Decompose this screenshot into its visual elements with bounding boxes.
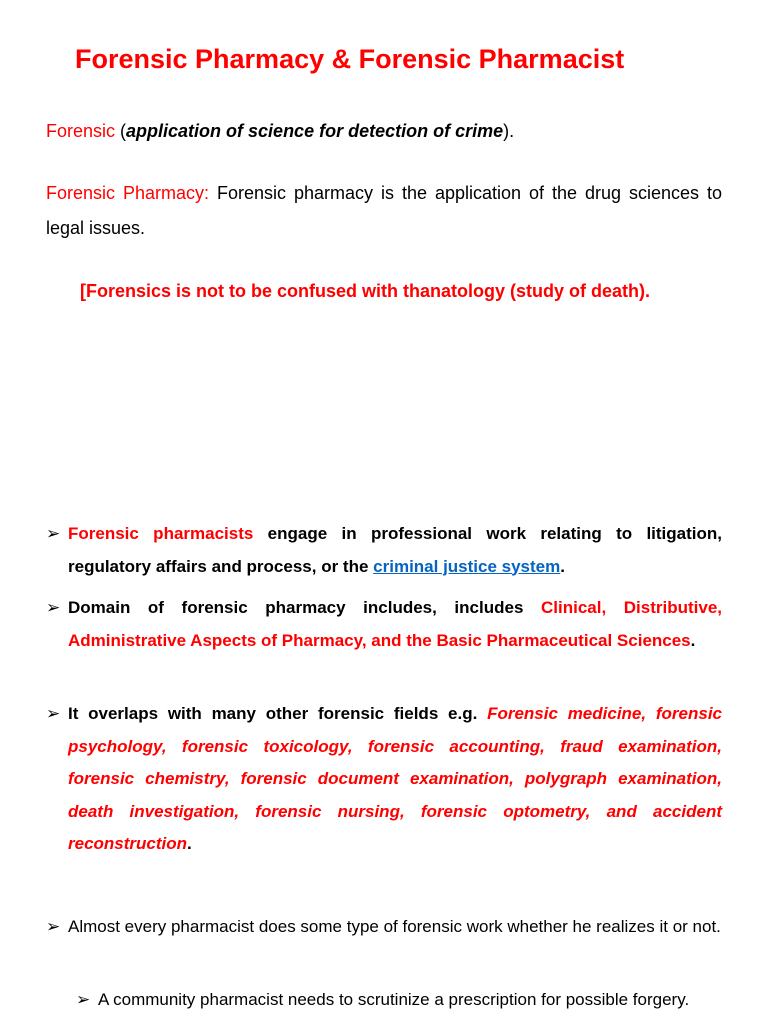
bullet-body: It overlaps with many other forensic fields e.g. xyxy=(68,704,488,723)
bullet-red-text: Forensic medicine, forensic psychology, forensic toxicology, forensic accounting, fraud examination, forensic chemistry, forensic document examination, polygraph examination, death investigation, forensic nursing, forensic optometry, and accident reconstruction xyxy=(68,704,722,853)
bullet-arrow-icon: ➢ xyxy=(46,704,61,723)
bullet-end: . xyxy=(690,630,696,650)
bullet-overlaps xyxy=(46,698,722,861)
bullet-domain xyxy=(46,592,722,657)
bullet-forensic-pharmacists xyxy=(46,518,722,583)
bullet-body: Domain of forensic pharmacy includes, includes xyxy=(68,598,541,617)
bullet-arrow-icon: ➢ xyxy=(76,990,91,1009)
bullet-arrow-icon: ➢ xyxy=(46,598,61,617)
sub-bullet-community-pharmacist xyxy=(76,984,726,1017)
definition-term: Forensic xyxy=(46,121,116,141)
forensic-definition xyxy=(46,114,722,149)
bullet-red-text: Forensic pharmacists xyxy=(68,524,254,543)
bullet-end: . xyxy=(560,556,565,576)
definition-open: ( xyxy=(115,121,127,141)
definition-close: ). xyxy=(503,121,515,141)
forensic-pharmacy-definition xyxy=(46,176,722,246)
thanatology-note: [Forensics is not to be confused with thanatology (study of death). xyxy=(80,281,651,301)
pharmacy-text: Forensic pharmacy is the application of the drug sciences to legal issues. xyxy=(46,183,722,238)
pharmacy-term: Forensic Pharmacy: xyxy=(46,183,210,203)
bullet-arrow-icon: ➢ xyxy=(46,524,61,543)
bullet-body: engage in professional work relating to litigation, regulatory affairs and process, or the xyxy=(68,524,722,576)
criminal-justice-link[interactable]: criminal justice system xyxy=(373,556,561,576)
bullet-text xyxy=(68,592,722,657)
bullet-text: Almost every pharmacist does some type of forensic work whether he realizes it or not. xyxy=(68,917,721,936)
bullet-every-pharmacist xyxy=(46,911,722,944)
bullet-red-text: Clinical, Distributive, Administrative Aspects of Pharmacy, and the Basic Pharmaceutical Sciences xyxy=(68,598,722,650)
page-title: Forensic Pharmacy & Forensic Pharmacist xyxy=(75,44,625,74)
bullet-arrow-icon: ➢ xyxy=(46,917,61,936)
sub-bullet-text: A community pharmacist needs to scrutinize a prescription for possible forgery. xyxy=(98,990,690,1009)
bullet-end: . xyxy=(187,834,192,853)
definition-meaning: application of science for detection of crime xyxy=(126,121,504,141)
bullet-text xyxy=(68,518,722,583)
bullet-text xyxy=(68,698,722,861)
